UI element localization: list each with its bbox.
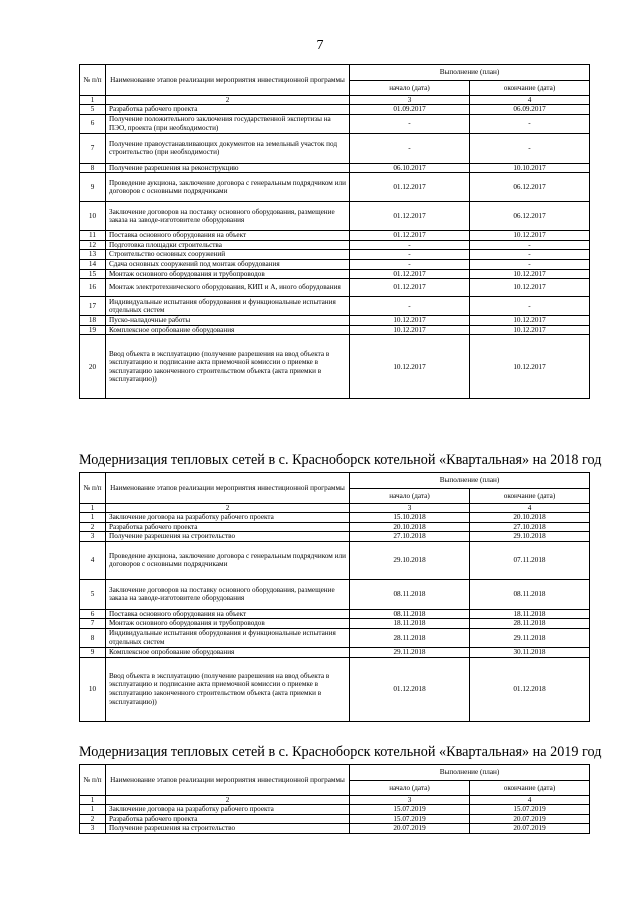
table-body-2017 xyxy=(80,105,590,399)
stage-name: Индивидуальные испытания оборудования и функциональные испытания отдельных систем xyxy=(106,628,350,647)
row-number: 10 xyxy=(80,202,106,231)
row-number: 20 xyxy=(80,335,106,399)
end-date: 29.10.2018 xyxy=(470,532,590,542)
index-cell: 4 xyxy=(470,796,590,805)
header-start: начало (дата) xyxy=(350,489,470,504)
end-date: - xyxy=(470,250,590,260)
index-cell: 2 xyxy=(106,504,350,513)
table-row xyxy=(80,163,590,173)
start-date: 01.12.2017 xyxy=(350,202,470,231)
stage-name: Поставка основного оборудования на объект xyxy=(106,609,350,619)
stage-name: Получение разрешения на реконструкцию xyxy=(106,163,350,173)
start-date: 01.12.2017 xyxy=(350,269,470,279)
start-date: 15.10.2018 xyxy=(350,513,470,523)
end-date: 10.12.2017 xyxy=(470,231,590,241)
end-date: 29.11.2018 xyxy=(470,628,590,647)
header-start: начало (дата) xyxy=(350,81,470,96)
row-number: 19 xyxy=(80,325,106,335)
start-date: 01.12.2017 xyxy=(350,173,470,202)
row-number: 9 xyxy=(80,173,106,202)
end-date: 10.12.2017 xyxy=(470,316,590,326)
end-date: 08.11.2018 xyxy=(470,579,590,609)
header-exec: Выполнение (план) xyxy=(350,473,590,489)
row-number: 6 xyxy=(80,114,106,133)
end-date: 30.11.2018 xyxy=(470,647,590,657)
table-row xyxy=(80,105,590,115)
stage-name: Получение разрешения на строительство xyxy=(106,532,350,542)
index-cell: 4 xyxy=(470,96,590,105)
row-number: 12 xyxy=(80,240,106,250)
end-date: - xyxy=(470,133,590,163)
end-date: 18.11.2018 xyxy=(470,609,590,619)
index-cell: 4 xyxy=(470,504,590,513)
start-date: 20.07.2019 xyxy=(350,824,470,834)
start-date: 01.12.2018 xyxy=(350,657,470,721)
stage-name: Комплексное опробование оборудования xyxy=(106,325,350,335)
row-number: 8 xyxy=(80,628,106,647)
stage-name: Заключение договоров на поставку основного оборудования, размещение заказа на заводе-изготовителе оборудования xyxy=(106,202,350,231)
index-cell: 1 xyxy=(80,796,106,805)
stage-name: Комплексное опробование оборудования xyxy=(106,647,350,657)
table-row xyxy=(80,279,590,297)
stage-name: Разработка рабочего проекта xyxy=(106,814,350,824)
stage-name: Получение правоустанавливающих документов на земельный участок под строительство (при необходимости) xyxy=(106,133,350,163)
row-number: 8 xyxy=(80,163,106,173)
row-number: 16 xyxy=(80,279,106,297)
row-number: 15 xyxy=(80,269,106,279)
schedule-table-2018 xyxy=(79,472,590,722)
end-date: 20.07.2019 xyxy=(470,824,590,834)
end-date: 15.07.2019 xyxy=(470,805,590,815)
page-number: 7 xyxy=(316,38,324,53)
header-stage: Наименование этапов реализации мероприятия инвестиционной программы xyxy=(106,65,350,96)
start-date: 20.10.2018 xyxy=(350,522,470,532)
stage-name: Получение положительного заключения государственной экспертизы на ПЭО, проекта (при необходимости) xyxy=(106,114,350,133)
stage-name: Сдача основных сооружений под монтаж оборудования xyxy=(106,259,350,269)
table-row xyxy=(80,114,590,133)
end-date: 28.11.2018 xyxy=(470,619,590,629)
start-date: 01.12.2017 xyxy=(350,231,470,241)
row-number: 11 xyxy=(80,231,106,241)
stage-name: Ввод объекта в эксплуатацию (получение разрешения на ввод объекта в эксплуатацию и подписание акта приемочной комиссии о приемке в эксплуатацию законченного строительством объекта (акта приемки в эксплуатацию)) xyxy=(106,335,350,399)
index-cell: 2 xyxy=(106,96,350,105)
end-date: 06.12.2017 xyxy=(470,202,590,231)
end-date: 01.12.2018 xyxy=(470,657,590,721)
stage-name: Пуско-наладочные работы xyxy=(106,316,350,326)
header-start: начало (дата) xyxy=(350,781,470,796)
start-date: - xyxy=(350,259,470,269)
stage-name: Строительство основных сооружений xyxy=(106,250,350,260)
row-number: 18 xyxy=(80,316,106,326)
index-cell: 1 xyxy=(80,504,106,513)
table-row xyxy=(80,522,590,532)
row-number: 7 xyxy=(80,133,106,163)
row-number: 5 xyxy=(80,579,106,609)
start-date: 10.12.2017 xyxy=(350,335,470,399)
start-date: 18.11.2018 xyxy=(350,619,470,629)
index-cell: 3 xyxy=(350,504,470,513)
table-row xyxy=(80,814,590,824)
table-row xyxy=(80,824,590,834)
index-cell: 1 xyxy=(80,96,106,105)
table-row xyxy=(80,335,590,399)
start-date: 10.12.2017 xyxy=(350,316,470,326)
row-number: 3 xyxy=(80,532,106,542)
stage-name: Поставка основного оборудования на объект xyxy=(106,231,350,241)
start-date: 06.10.2017 xyxy=(350,163,470,173)
row-number: 2 xyxy=(80,814,106,824)
header-num: № п/п xyxy=(80,65,106,96)
end-date: - xyxy=(470,259,590,269)
stage-name: Монтаж электротехнического оборудования, КИП и А, иного оборудования xyxy=(106,279,350,297)
stage-name: Заключение договора на разработку рабочего проекта xyxy=(106,513,350,523)
table-row xyxy=(80,805,590,815)
start-date: 28.11.2018 xyxy=(350,628,470,647)
row-number: 14 xyxy=(80,259,106,269)
start-date: - xyxy=(350,114,470,133)
table-row xyxy=(80,202,590,231)
end-date: 07.11.2018 xyxy=(470,541,590,579)
row-number: 3 xyxy=(80,824,106,834)
start-date: 29.10.2018 xyxy=(350,541,470,579)
table-row xyxy=(80,657,590,721)
stage-name: Заключение договоров на поставку основного оборудования, размещение заказа на заводе-изготовителе оборудования xyxy=(106,579,350,609)
header-num: № п/п xyxy=(80,765,106,796)
table-row xyxy=(80,259,590,269)
table-row xyxy=(80,532,590,542)
table-row xyxy=(80,628,590,647)
end-date: - xyxy=(470,240,590,250)
section-title-2019: Модернизация тепловых сетей в с. Красноборск котельной «Квартальная» на 2019 год xyxy=(79,744,602,760)
end-date: - xyxy=(470,297,590,316)
row-number: 4 xyxy=(80,541,106,579)
row-number: 13 xyxy=(80,250,106,260)
start-date: - xyxy=(350,250,470,260)
table-row xyxy=(80,647,590,657)
table-row xyxy=(80,297,590,316)
end-date: 10.12.2017 xyxy=(470,279,590,297)
stage-name: Индивидуальные испытания оборудования и функциональные испытания отдельных систем xyxy=(106,297,350,316)
header-exec: Выполнение (план) xyxy=(350,65,590,81)
table-row xyxy=(80,609,590,619)
start-date: - xyxy=(350,240,470,250)
row-number: 2 xyxy=(80,522,106,532)
header-num: № п/п xyxy=(80,473,106,504)
start-date: 08.11.2018 xyxy=(350,609,470,619)
table-row xyxy=(80,579,590,609)
row-number: 1 xyxy=(80,805,106,815)
table-row xyxy=(80,316,590,326)
index-cell: 3 xyxy=(350,796,470,805)
row-number: 17 xyxy=(80,297,106,316)
end-date: 27.10.2018 xyxy=(470,522,590,532)
start-date: - xyxy=(350,297,470,316)
row-number: 7 xyxy=(80,619,106,629)
end-date: 10.10.2017 xyxy=(470,163,590,173)
table-row xyxy=(80,269,590,279)
start-date: 10.12.2017 xyxy=(350,325,470,335)
stage-name: Получение разрешения на строительство xyxy=(106,824,350,834)
header-end: окончание (дата) xyxy=(470,489,590,504)
end-date: 10.12.2017 xyxy=(470,325,590,335)
header-stage: Наименование этапов реализации мероприятия инвестиционной программы xyxy=(106,473,350,504)
table-row xyxy=(80,231,590,241)
header-end: окончание (дата) xyxy=(470,781,590,796)
schedule-table-2019 xyxy=(79,764,590,834)
row-number: 5 xyxy=(80,105,106,115)
table-row xyxy=(80,173,590,202)
end-date: 20.10.2018 xyxy=(470,513,590,523)
header-end: окончание (дата) xyxy=(470,81,590,96)
table-row xyxy=(80,619,590,629)
row-number: 10 xyxy=(80,657,106,721)
stage-name: Монтаж основного оборудования и трубопроводов xyxy=(106,619,350,629)
stage-name: Разработка рабочего проекта xyxy=(106,105,350,115)
stage-name: Проведение аукциона, заключение договора с генеральным подрядчиком или договоров с основными подрядчиками xyxy=(106,173,350,202)
table-row xyxy=(80,541,590,579)
end-date: 20.07.2019 xyxy=(470,814,590,824)
table-row xyxy=(80,250,590,260)
start-date: 15.07.2019 xyxy=(350,805,470,815)
end-date: 10.12.2017 xyxy=(470,335,590,399)
schedule-table-2017 xyxy=(79,64,590,399)
start-date: 15.07.2019 xyxy=(350,814,470,824)
header-stage: Наименование этапов реализации мероприятия инвестиционной программы xyxy=(106,765,350,796)
row-number: 6 xyxy=(80,609,106,619)
start-date: 27.10.2018 xyxy=(350,532,470,542)
header-exec: Выполнение (план) xyxy=(350,765,590,781)
start-date: 01.09.2017 xyxy=(350,105,470,115)
index-cell: 2 xyxy=(106,796,350,805)
table-row xyxy=(80,240,590,250)
stage-name: Заключение договора на разработку рабочего проекта xyxy=(106,805,350,815)
end-date: 06.09.2017 xyxy=(470,105,590,115)
stage-name: Проведение аукциона, заключение договора с генеральным подрядчиком или договоров с основными подрядчиками xyxy=(106,541,350,579)
start-date: 29.11.2018 xyxy=(350,647,470,657)
end-date: - xyxy=(470,114,590,133)
stage-name: Разработка рабочего проекта xyxy=(106,522,350,532)
section-title-2018: Модернизация тепловых сетей в с. Красноборск котельной «Квартальная» на 2018 год xyxy=(79,452,602,468)
start-date: 08.11.2018 xyxy=(350,579,470,609)
end-date: 10.12.2017 xyxy=(470,269,590,279)
end-date: 06.12.2017 xyxy=(470,173,590,202)
start-date: - xyxy=(350,133,470,163)
table-row xyxy=(80,513,590,523)
stage-name: Монтаж основного оборудования и трубопроводов xyxy=(106,269,350,279)
row-number: 9 xyxy=(80,647,106,657)
table-body-2019 xyxy=(80,805,590,834)
index-cell: 3 xyxy=(350,96,470,105)
start-date: 01.12.2017 xyxy=(350,279,470,297)
table-row xyxy=(80,133,590,163)
stage-name: Ввод объекта в эксплуатацию (получение разрешения на ввод объекта в эксплуатацию и подписание акта приемочной комиссии о приемке в эксплуатацию законченного строительством объекта (акта приемки в эксплуатацию)) xyxy=(106,657,350,721)
table-body-2018 xyxy=(80,513,590,722)
row-number: 1 xyxy=(80,513,106,523)
stage-name: Подготовка площадки строительства xyxy=(106,240,350,250)
table-row xyxy=(80,325,590,335)
